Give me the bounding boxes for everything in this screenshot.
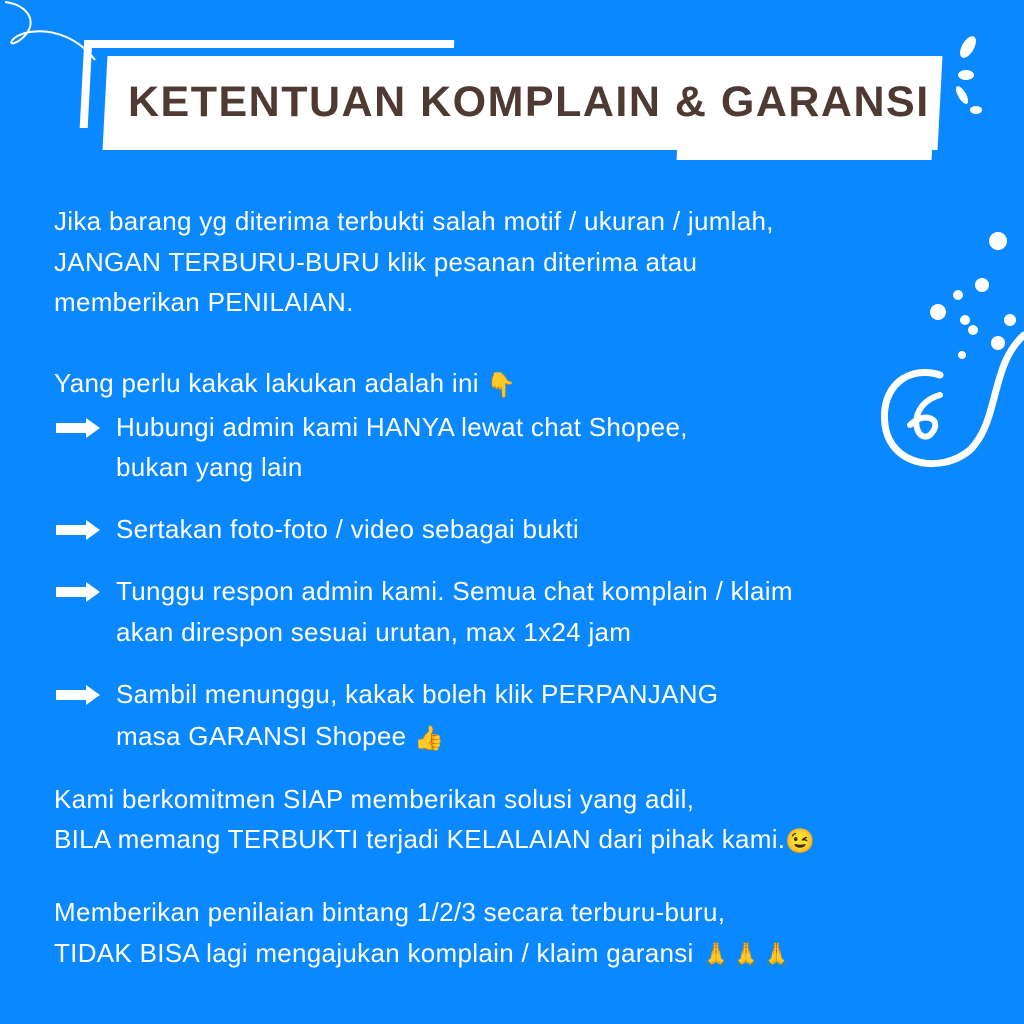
warning-line: Memberikan penilaian bintang 1/2/3 secara terburu-buru, xyxy=(54,897,726,927)
step-1-line: bukan yang lain xyxy=(116,452,303,482)
step-4-text: masa GARANSI Shopee xyxy=(116,721,407,751)
intro-line: memberikan PENILAIAN. xyxy=(54,287,354,317)
step-4-line: Sambil menunggu, kakak boleh klik PERPANJANG xyxy=(116,679,719,709)
steps-heading xyxy=(54,368,517,400)
commitment-line xyxy=(54,824,816,856)
pointing-down-icon: 👇 xyxy=(486,371,517,399)
warning-line xyxy=(54,938,792,970)
steps-heading-text: Yang perlu kakak lakukan adalah ini xyxy=(54,368,479,398)
commitment-line: Kami berkomitmen SIAP memberikan solusi yang adil, xyxy=(54,784,695,814)
intro-line: JANGAN TERBURU-BURU klik pesanan diterima atau xyxy=(54,247,698,277)
step-3-line: Tunggu respon admin kami. Semua chat komplain / klaim xyxy=(116,576,793,606)
dots-and-swirl-decoration-right xyxy=(870,225,1024,485)
thumbs-up-icon: 👍 xyxy=(413,724,445,752)
commitment-text: BILA memang TERBUKTI terjadi KELALAIAN dari pihak kami. xyxy=(54,824,786,854)
wink-icon: 😉 xyxy=(785,827,816,855)
praying-hands-icon: 🙏🙏🙏 xyxy=(701,941,792,969)
intro-line: Jika barang yg diterima terbukti salah motif / ukuran / jumlah, xyxy=(54,206,774,236)
warning-text: TIDAK BISA lagi mengajukan komplain / klaim garansi xyxy=(54,938,694,968)
step-4-line xyxy=(116,721,444,753)
step-1-line: Hubungi admin kami HANYA lewat chat Shopee, xyxy=(116,412,688,442)
step-3-line: akan direspon sesuai urutan, max 1x24 jam xyxy=(116,617,632,647)
step-2-line: Sertakan foto-foto / video sebagai bukti xyxy=(116,514,579,544)
page-title: KETENTUAN KOMPLAIN & GARANSI xyxy=(128,78,930,126)
splash-decoration-topright xyxy=(940,35,990,125)
arrow-right-icon xyxy=(54,520,102,540)
arrow-right-icon xyxy=(54,418,102,438)
arrow-right-icon xyxy=(54,685,102,705)
arrow-right-icon xyxy=(54,582,102,602)
